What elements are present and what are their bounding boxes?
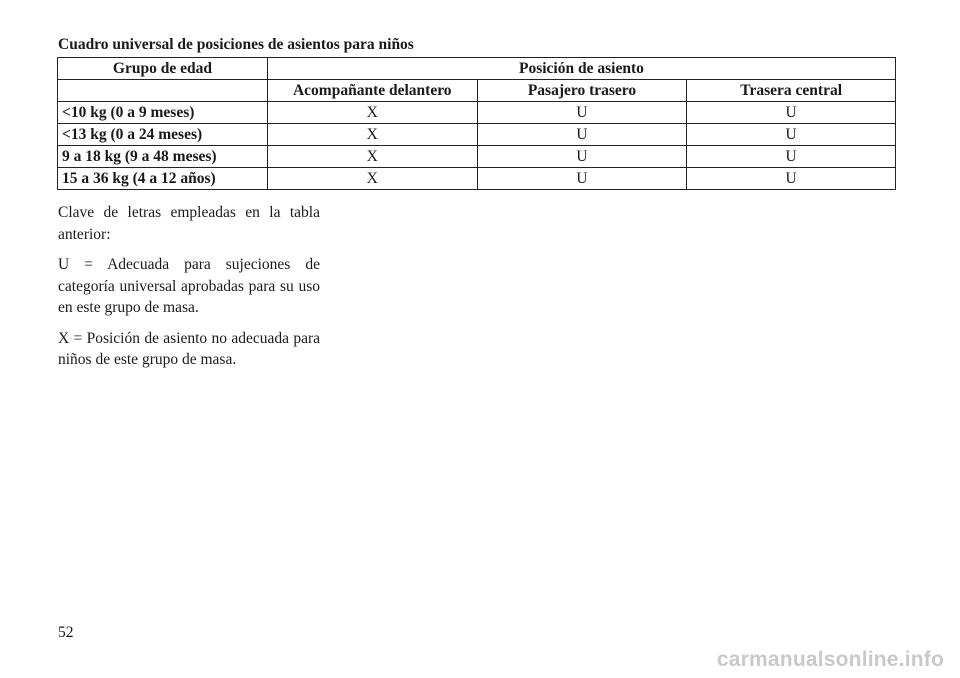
legend-x-definition: X = Posición de asiento no adecuada para niños de este grupo de masa. (58, 329, 320, 368)
header-front-passenger: Acompañante delantero (267, 80, 477, 102)
table-row (58, 124, 896, 146)
row-age-group: <13 kg (0 a 24 meses) (58, 124, 268, 146)
cell-front-passenger: X (267, 124, 477, 146)
header-rear-passenger: Pasajero trasero (477, 80, 687, 102)
header-seat-position: Posición de asiento (267, 58, 895, 80)
cell-rear-passenger: U (477, 124, 687, 146)
row-age-group: <10 kg (0 a 9 meses) (58, 102, 268, 124)
legend-section (58, 202, 320, 380)
table-header-row (58, 58, 896, 80)
legend-intro: Clave de letras empleadas en la tabla anterior: (58, 204, 320, 243)
table-subheader-row (58, 80, 896, 102)
row-age-group: 15 a 36 kg (4 a 12 años) (58, 168, 268, 190)
seat-position-table (57, 57, 896, 190)
header-empty-cell (58, 80, 268, 102)
cell-rear-center: U (687, 102, 896, 124)
table-row (58, 102, 896, 124)
cell-front-passenger: X (267, 102, 477, 124)
cell-front-passenger: X (267, 146, 477, 168)
table-row (58, 168, 896, 190)
cell-rear-passenger: U (477, 168, 687, 190)
cell-front-passenger: X (267, 168, 477, 190)
watermark: carmanualsonline.info (716, 648, 944, 671)
table-row (58, 146, 896, 168)
header-age-group: Grupo de edad (58, 58, 268, 80)
row-age-group: 9 a 18 kg (9 a 48 meses) (58, 146, 268, 168)
header-rear-center: Trasera central (687, 80, 896, 102)
cell-rear-center: U (687, 146, 896, 168)
cell-rear-center: U (687, 124, 896, 146)
cell-rear-passenger: U (477, 102, 687, 124)
cell-rear-center: U (687, 168, 896, 190)
page-title: Cuadro universal de posiciones de asientos para niños (58, 36, 414, 53)
page-number: 52 (58, 624, 74, 641)
legend-u-definition: U = Adecuada para sujeciones de categoría universal aprobadas para su uso en este grupo de masa. (58, 256, 320, 316)
cell-rear-passenger: U (477, 146, 687, 168)
